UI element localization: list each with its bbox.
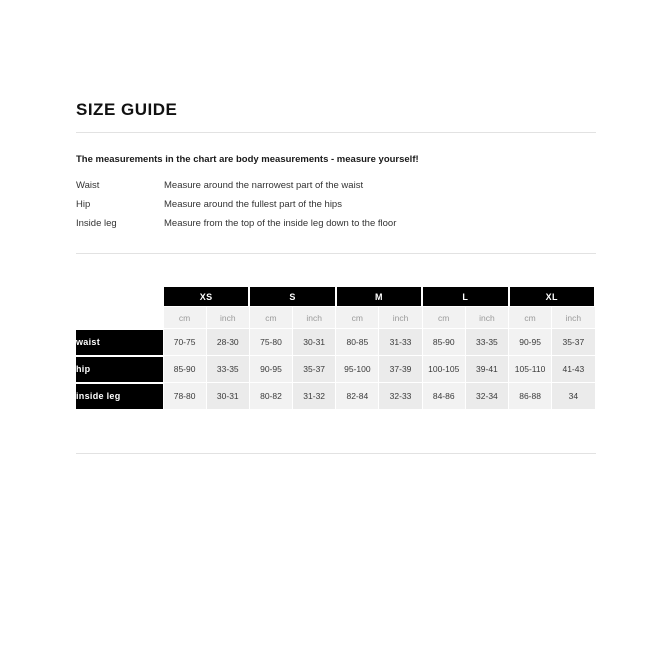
cell-waist-s-inch: 30-31 [293, 329, 336, 356]
cell-inside-leg-m-cm: 82-84 [336, 383, 379, 410]
unit-inch: inch [465, 307, 508, 329]
cell-inside-leg-xl-inch: 34 [552, 383, 595, 410]
unit-cm: cm [249, 307, 292, 329]
row-label-waist: waist [76, 329, 163, 356]
unit-corner [76, 307, 163, 329]
table-row [76, 356, 595, 383]
cell-hip-l-cm: 100-105 [422, 356, 465, 383]
cell-waist-s-cm: 75-80 [249, 329, 292, 356]
cell-waist-xl-inch: 35-37 [552, 329, 595, 356]
unit-inch: inch [293, 307, 336, 329]
unit-inch: inch [206, 307, 249, 329]
cell-waist-xs-cm: 70-75 [163, 329, 206, 356]
measurement-label: Inside leg [76, 218, 117, 229]
unit-cm: cm [163, 307, 206, 329]
cell-hip-s-inch: 35-37 [293, 356, 336, 383]
cell-hip-m-cm: 95-100 [336, 356, 379, 383]
intro-text: The measurements in the chart are body measurements - measure yourself! [76, 154, 419, 165]
divider-top [76, 132, 596, 133]
measurement-description: Measure around the narrowest part of the waist [164, 180, 364, 191]
size-table [76, 287, 596, 411]
cell-hip-m-inch: 37-39 [379, 356, 422, 383]
cell-hip-xs-cm: 85-90 [163, 356, 206, 383]
size-header-xl: XL [509, 287, 596, 307]
table-row [76, 329, 595, 356]
cell-hip-xs-inch: 33-35 [206, 356, 249, 383]
size-header-s: S [249, 287, 335, 307]
table-row [76, 383, 595, 410]
unit-cm: cm [509, 307, 552, 329]
cell-waist-m-inch: 31-33 [379, 329, 422, 356]
row-label-inside-leg: inside leg [76, 383, 163, 410]
cell-waist-m-cm: 80-85 [336, 329, 379, 356]
cell-waist-xl-cm: 90-95 [509, 329, 552, 356]
cell-inside-leg-m-inch: 32-33 [379, 383, 422, 410]
cell-hip-xl-cm: 105-110 [509, 356, 552, 383]
cell-waist-xs-inch: 28-30 [206, 329, 249, 356]
divider-bottom [76, 453, 596, 454]
cell-waist-l-inch: 33-35 [465, 329, 508, 356]
size-header-m: M [336, 287, 422, 307]
size-header-l: L [422, 287, 508, 307]
cell-inside-leg-xs-inch: 30-31 [206, 383, 249, 410]
cell-inside-leg-xs-cm: 78-80 [163, 383, 206, 410]
measurement-row [76, 214, 596, 233]
page-title: SIZE GUIDE [76, 100, 178, 119]
cell-hip-s-cm: 90-95 [249, 356, 292, 383]
cell-inside-leg-s-cm: 80-82 [249, 383, 292, 410]
row-label-hip: hip [76, 356, 163, 383]
cell-inside-leg-l-cm: 84-86 [422, 383, 465, 410]
size-header-row [76, 287, 595, 307]
unit-inch: inch [552, 307, 595, 329]
cell-hip-l-inch: 39-41 [465, 356, 508, 383]
measurement-label: Waist [76, 180, 100, 191]
cell-inside-leg-l-inch: 32-34 [465, 383, 508, 410]
table-corner [76, 287, 163, 307]
measurement-description: Measure from the top of the inside leg down to the floor [164, 218, 397, 229]
measurement-row [76, 176, 596, 195]
cell-inside-leg-xl-cm: 86-88 [509, 383, 552, 410]
cell-waist-l-cm: 85-90 [422, 329, 465, 356]
unit-cm: cm [422, 307, 465, 329]
size-header-xs: XS [163, 287, 249, 307]
measurement-row [76, 195, 596, 214]
size-guide-page [76, 0, 596, 454]
cell-hip-xl-inch: 41-43 [552, 356, 595, 383]
unit-cm: cm [336, 307, 379, 329]
measurement-description: Measure around the fullest part of the hips [164, 199, 342, 210]
divider-middle [76, 253, 596, 254]
measurement-label: Hip [76, 199, 91, 210]
unit-inch: inch [379, 307, 422, 329]
cell-inside-leg-s-inch: 31-32 [293, 383, 336, 410]
size-chart [76, 287, 596, 411]
unit-header-row [76, 307, 595, 329]
